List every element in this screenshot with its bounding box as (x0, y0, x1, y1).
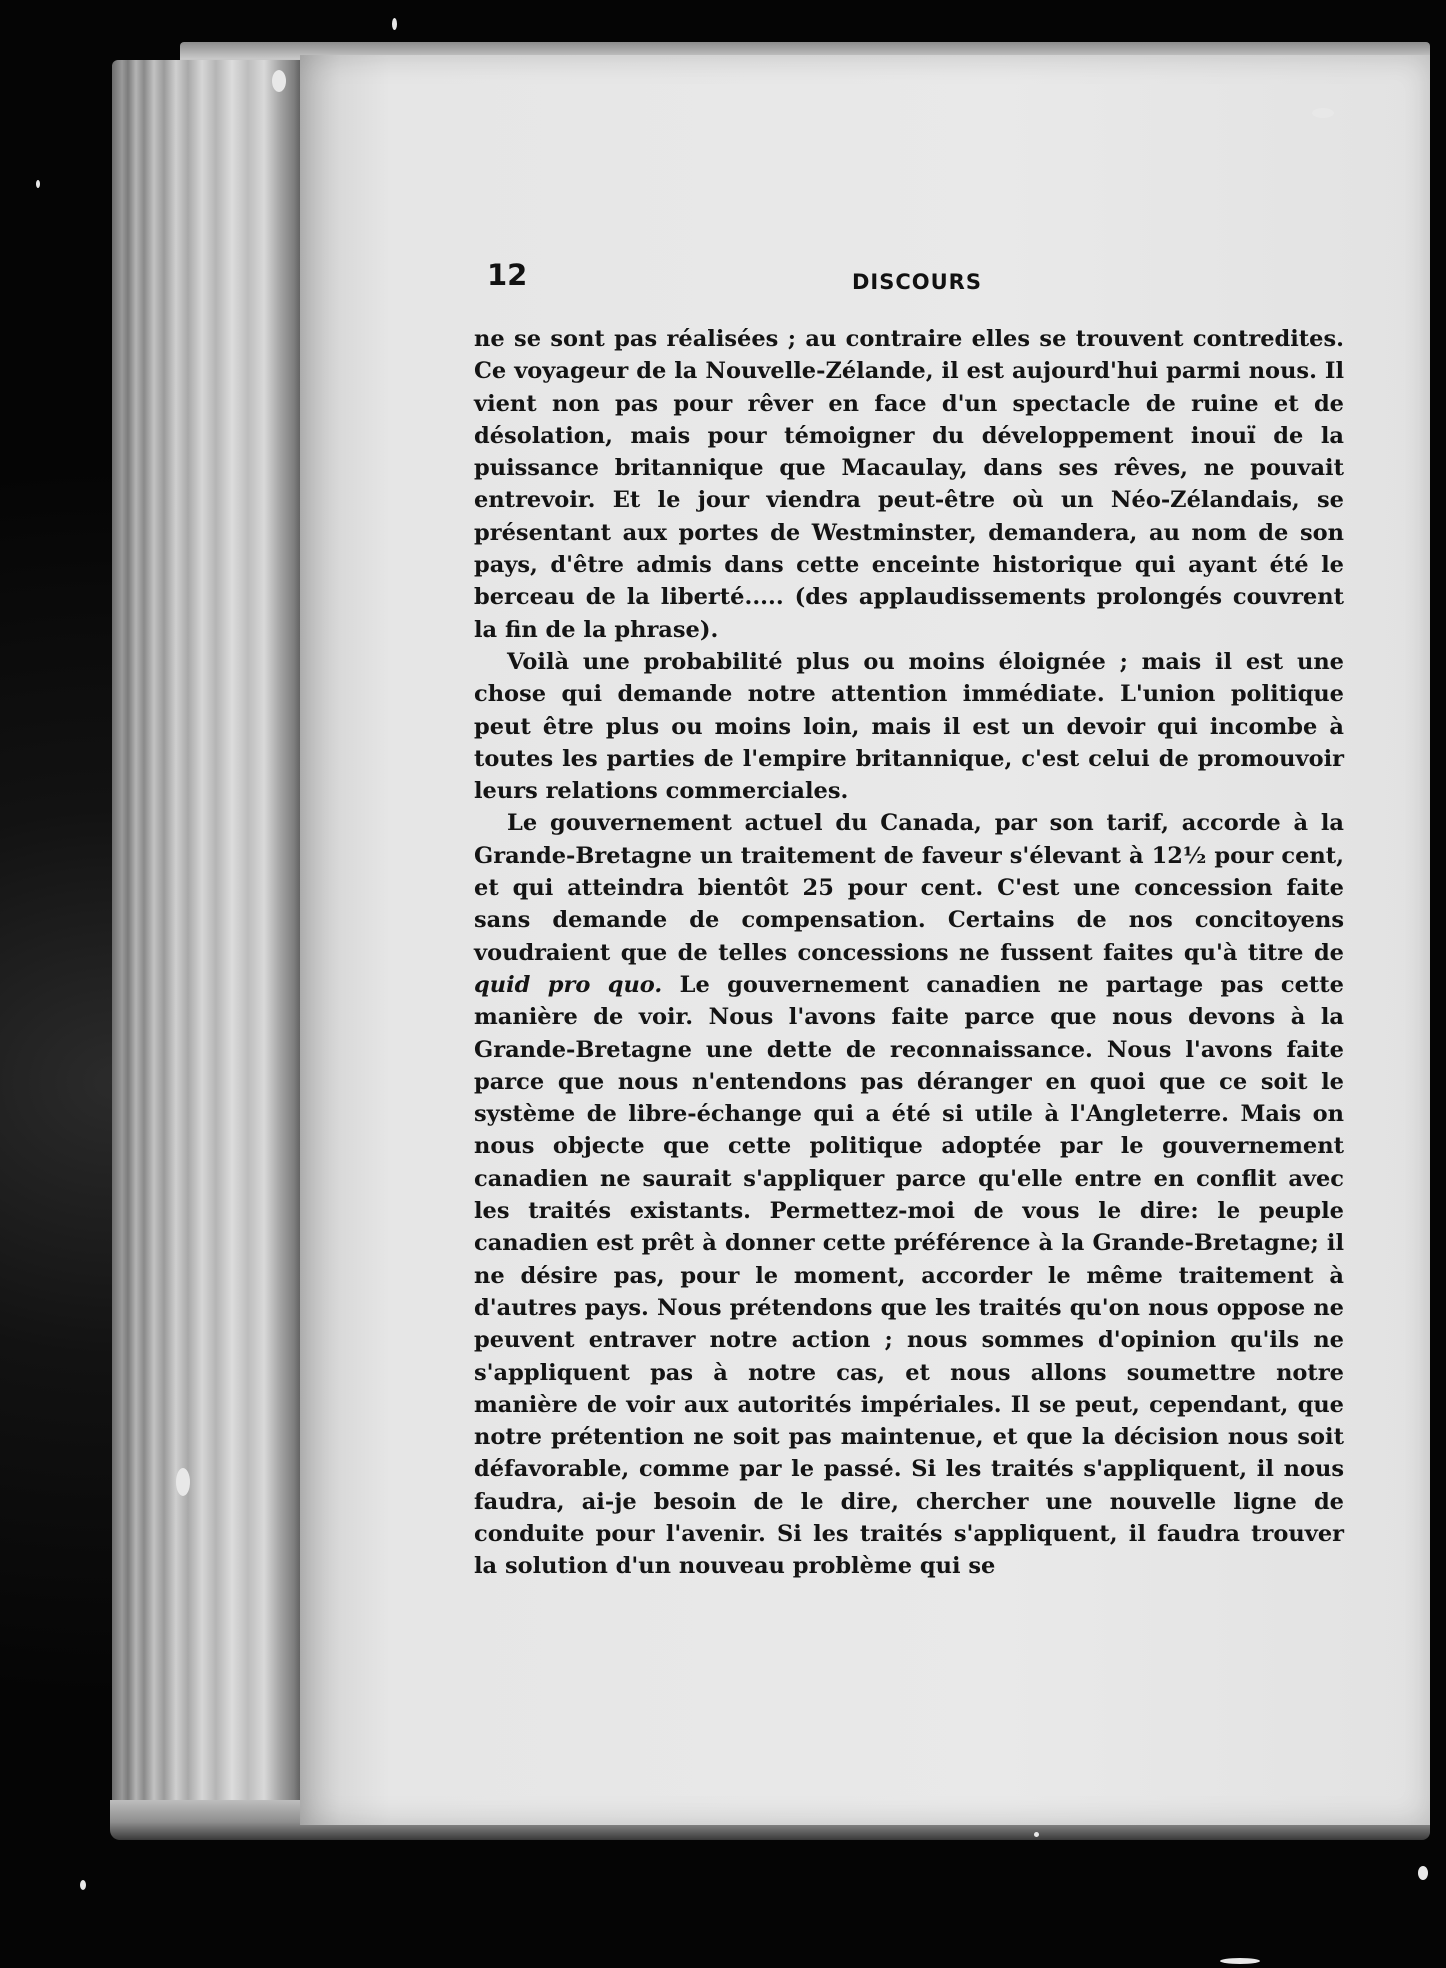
running-head: DISCOURS (852, 270, 982, 294)
scan-speck (1034, 1832, 1039, 1837)
scan-speck (1220, 1958, 1260, 1964)
scan-speck (1418, 1866, 1428, 1880)
scan-speck (36, 180, 40, 188)
scan-speck (272, 70, 286, 92)
paragraph-3-italic-phrase: quid pro quo. (474, 971, 663, 998)
paragraph-1 (474, 323, 1344, 646)
paragraph-3-text-a: Le gouvernement actuel du Canada, par son tarif, accorde à la Grande-Bretagne un traitement de faveur s'élevant à 12½ pour cent, et qui atteindra bientôt 25 pour cent. C'est une concession faite sans demande de compensation. Certains de nos concitoyens voudraient que de telles concessions ne fussent faites qu'à titre de (474, 810, 1344, 966)
paragraph-3-text-b: Le gouvernement canadien ne partage pas cette manière de voir. Nous l'avons faite parce que nous devons à la Grande-Bretagne une dette de reconnaissance. Nous l'avons faite parce que nous n'entendons pas déranger en quoi que ce soit le système de libre-échange qui a été si utile à l'Angleterre. Mais on nous objecte que cette politique adoptée par le gouvernement canadien ne saurait s'appliquer parce qu'elle entre en conflit avec les traités existants. Permettez-moi de vous le dire: le peuple canadien est prêt à donner cette préférence à la Grande-Bretagne; il ne désire pas, pour le moment, accorder le même traitement à d'autres pays. Nous prétendons que les traités qu'on nous oppose ne peuvent entraver notre action ; nous sommes d'opinion qu'ils ne s'appliquent pas à notre cas, et nous allons soumettre notre manière de voir aux autorités impériales. Il se peut, cependant, que notre prétention ne soit pas maintenue, et que la décision nous soit défavorable, comme par le passé. Si les traités s'appliquent, il nous faudra, ai-je besoin de le dire, chercher une nouvelle ligne de conduite pour l'avenir. Si les traités s'appliquent, il faudra trouver la solution d'un nouveau problème qui se (474, 971, 1344, 1580)
scan-speck (176, 1468, 190, 1496)
scan-speck (80, 1880, 86, 1890)
scan-speck (392, 18, 397, 30)
scan-speck (1312, 108, 1334, 118)
paragraph-3 (474, 807, 1344, 1582)
page-number: 12 (487, 258, 528, 292)
body-text (474, 323, 1344, 1583)
paragraph-2 (474, 646, 1344, 807)
page-stack-edge (112, 60, 302, 1840)
paragraph-2-text: Voilà une probabilité plus ou moins éloignée ; mais il est une chose qui demande notre attention immédiate. L'union politique peut être plus ou moins loin, mais il est un devoir qui incombe à toutes les parties de l'empire britannique, c'est celui de promouvoir leurs relations commerciales. (474, 648, 1344, 805)
paragraph-1-text: ne se sont pas réalisées ; au contraire elles se trouvent contredites. Ce voyageur de la Nouvelle-Zélande, il est aujourd'hui parmi nous. Il vient non pas pour rêver en face d'un spectacle de ruine et de désolation, mais pour témoigner du développement inouï de la puissance britannique que Macaulay, dans ses rêves, ne pouvait entrevoir. Et le jour viendra peut-être où un Néo-Zélandais, se présentant aux portes de Westminster, demandera, au nom de son pays, d'être admis dans cette enceinte historique qui ayant été le berceau de la liberté..... (des applaudissements prolongés couvrent la fin de la phrase). (474, 326, 1344, 643)
